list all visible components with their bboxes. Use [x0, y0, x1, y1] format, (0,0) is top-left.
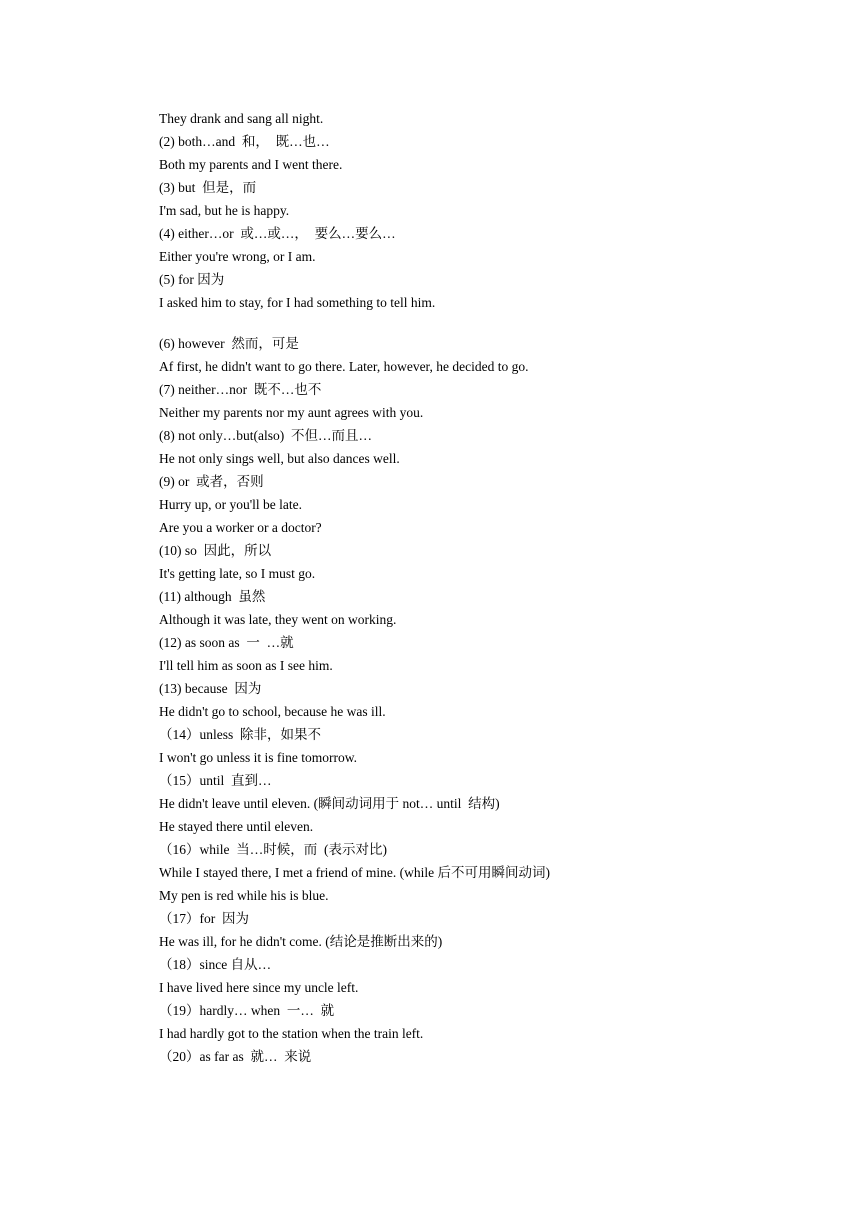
example-sentence: While I stayed there, I met a friend of mine. (while 后不可用瞬间动词) [159, 865, 551, 880]
conjunction-heading: (10) so 因此，所以 [159, 543, 272, 558]
example-sentence: Neither my parents nor my aunt agrees with you. [159, 405, 424, 420]
conjunction-heading: (3) but 但是，而 [159, 180, 257, 195]
example-sentence: Are you a worker or a doctor? [159, 520, 322, 535]
example-sentence: Both my parents and I went there. [159, 157, 343, 172]
example-sentence: He was ill, for he didn't come. (结论是推断出来的) [159, 934, 443, 949]
conjunction-heading: (4) either…or 或…或…， 要么…要么… [159, 226, 396, 241]
conjunction-heading: (2) both…and 和， 既…也… [159, 134, 330, 149]
conjunction-heading: (9) or 或者，否则 [159, 474, 264, 489]
conjunction-heading: (11) although 虽然 [159, 589, 266, 604]
conjunction-heading: （17）for 因为 [159, 911, 249, 926]
example-sentence: He didn't go to school, because he was ill. [159, 704, 386, 719]
example-sentence: I have lived here since my uncle left. [159, 980, 359, 995]
conjunction-heading: （20）as far as 就… 来说 [159, 1049, 312, 1064]
example-sentence: I had hardly got to the station when the train left. [159, 1026, 424, 1041]
example-sentence: They drank and sang all night. [159, 111, 324, 126]
example-sentence: Af first, he didn't want to go there. Later, however, he decided to go. [159, 359, 529, 374]
conjunction-heading: (13) because 因为 [159, 681, 262, 696]
conjunction-heading: (7) neither…nor 既不…也不 [159, 382, 322, 397]
example-sentence: I asked him to stay, for I had something to tell him. [159, 295, 436, 310]
conjunction-heading: （14）unless 除非，如果不 [159, 727, 321, 742]
example-sentence: Hurry up, or you'll be late. [159, 497, 303, 512]
example-sentence: He not only sings well, but also dances well. [159, 451, 400, 466]
example-sentence: He didn't leave until eleven. (瞬间动词用于 not… until 结构) [159, 796, 500, 811]
document-page [159, 111, 799, 1072]
conjunction-heading: （15）until 直到… [159, 773, 272, 788]
conjunction-heading: (8) not only…but(also) 不但…而且… [159, 428, 372, 443]
example-sentence: I'm sad, but he is happy. [159, 203, 290, 218]
example-sentence: It's getting late, so I must go. [159, 566, 316, 581]
example-sentence: I won't go unless it is fine tomorrow. [159, 750, 358, 765]
conjunction-heading: （18）since 自从… [159, 957, 272, 972]
conjunction-heading: （16）while 当…时候，而 (表示对比) [159, 842, 387, 857]
example-sentence: I'll tell him as soon as I see him. [159, 658, 333, 673]
example-sentence: Either you're wrong, or I am. [159, 249, 316, 264]
conjunction-heading: (6) however 然而，可是 [159, 336, 299, 351]
example-sentence: He stayed there until eleven. [159, 819, 314, 834]
blank-line [159, 318, 799, 336]
conjunction-heading: (12) as soon as 一 …就 [159, 635, 294, 650]
conjunction-heading: (5) for 因为 [159, 272, 225, 287]
example-sentence: My pen is red while his is blue. [159, 888, 329, 903]
example-sentence: Although it was late, they went on working. [159, 612, 397, 627]
conjunction-heading: （19）hardly… when 一… 就 [159, 1003, 335, 1018]
